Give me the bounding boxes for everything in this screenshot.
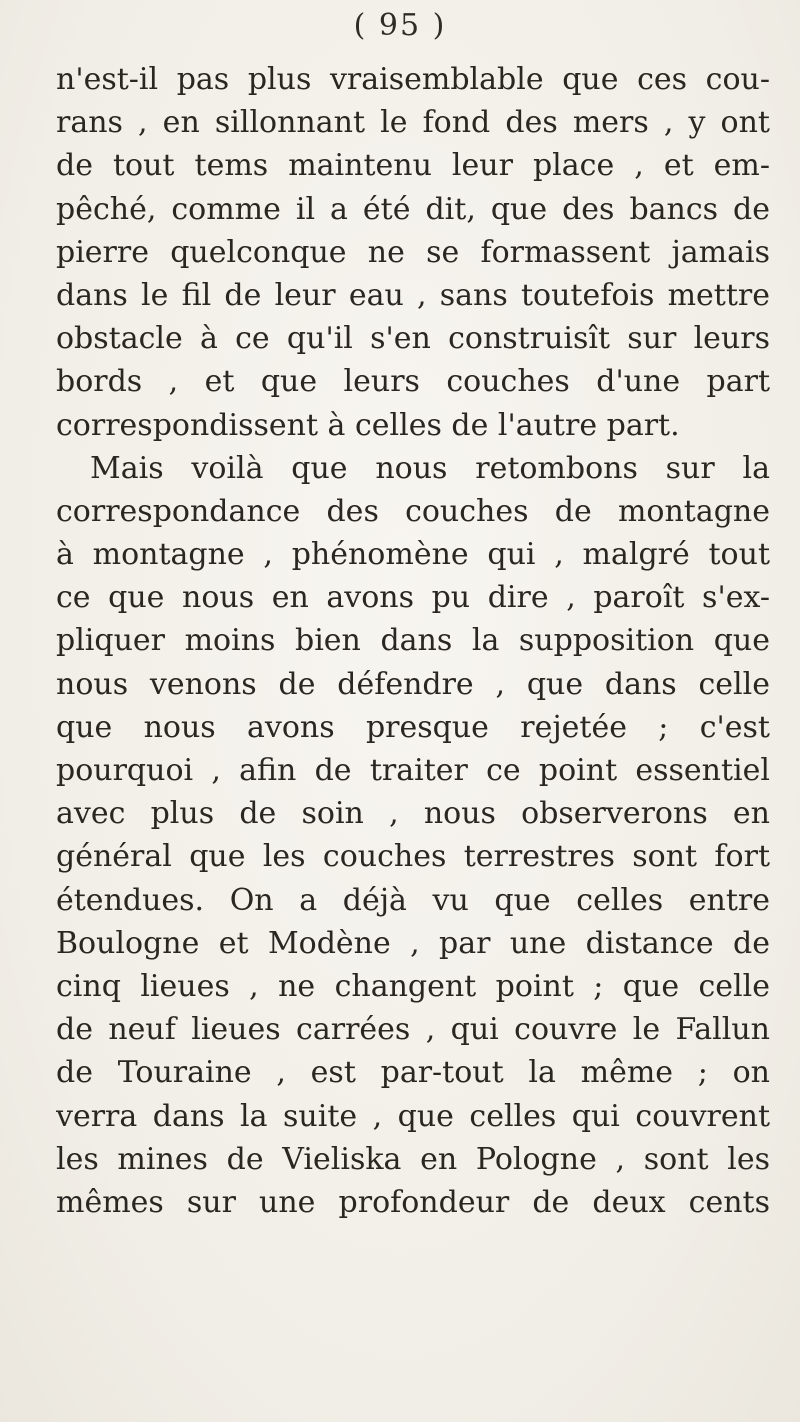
text-line: Boulogne et Modène , par une distance de	[56, 925, 770, 961]
text-line: n'est-il pas plus vraisemblable que ces cou-	[56, 62, 770, 97]
text-line: de tout tems maintenu leur place , et em-	[56, 148, 770, 184]
text-line: pêché, comme il a été dit, que des bancs de	[56, 191, 770, 227]
text-line: général que les couches terrestres sont fort	[56, 839, 770, 875]
text-line: rans , en sillonnant le fond des mers , y ont	[56, 105, 770, 141]
text-line: que nous avons presque rejetée ; c'est	[56, 709, 770, 745]
text-line: correspondance des couches de montagne	[56, 493, 770, 529]
text-line: verra dans la suite , que celles qui couvrent	[56, 1098, 770, 1134]
text-line: dans le fil de leur eau , sans toutefois mettre	[56, 277, 770, 313]
paragraph-start-line: Mais voilà que nous retombons sur la	[90, 450, 770, 486]
text-line: bords , et que leurs couches d'une part	[56, 364, 770, 400]
text-line: à montagne , phénomène qui , malgré tout	[56, 537, 770, 573]
text-line: les mines de Vieliska en Pologne , sont les	[56, 1141, 770, 1177]
body-text	[56, 58, 770, 1224]
text-line: de neuf lieues carrées , qui couvre le Fallun	[56, 1012, 770, 1048]
text-line: correspondissent à celles de l'autre part.	[56, 407, 680, 443]
text-line: mêmes sur une profondeur de deux cents	[56, 1184, 770, 1220]
text-line: pourquoi , afin de traiter ce point essentiel	[56, 753, 770, 788]
text-line: pierre quelconque ne se formassent jamais	[56, 234, 770, 270]
text-line: de Touraine , est par-tout la même ; on	[56, 1055, 770, 1091]
text-line: cinq lieues , ne changent point ; que celle	[56, 968, 770, 1004]
text-line: pliquer moins bien dans la supposition que	[56, 623, 770, 659]
text-line: étendues. On a déjà vu que celles entre	[56, 882, 770, 918]
text-line: obstacle à ce qu'il s'en construisît sur leurs	[56, 321, 770, 357]
text-line: avec plus de soin , nous observerons en	[56, 796, 770, 832]
page-number: ( 95 )	[353, 8, 447, 43]
text-line: ce que nous en avons pu dire , paroît s'ex-	[56, 580, 770, 616]
text-line: nous venons de défendre , que dans celle	[56, 666, 770, 702]
